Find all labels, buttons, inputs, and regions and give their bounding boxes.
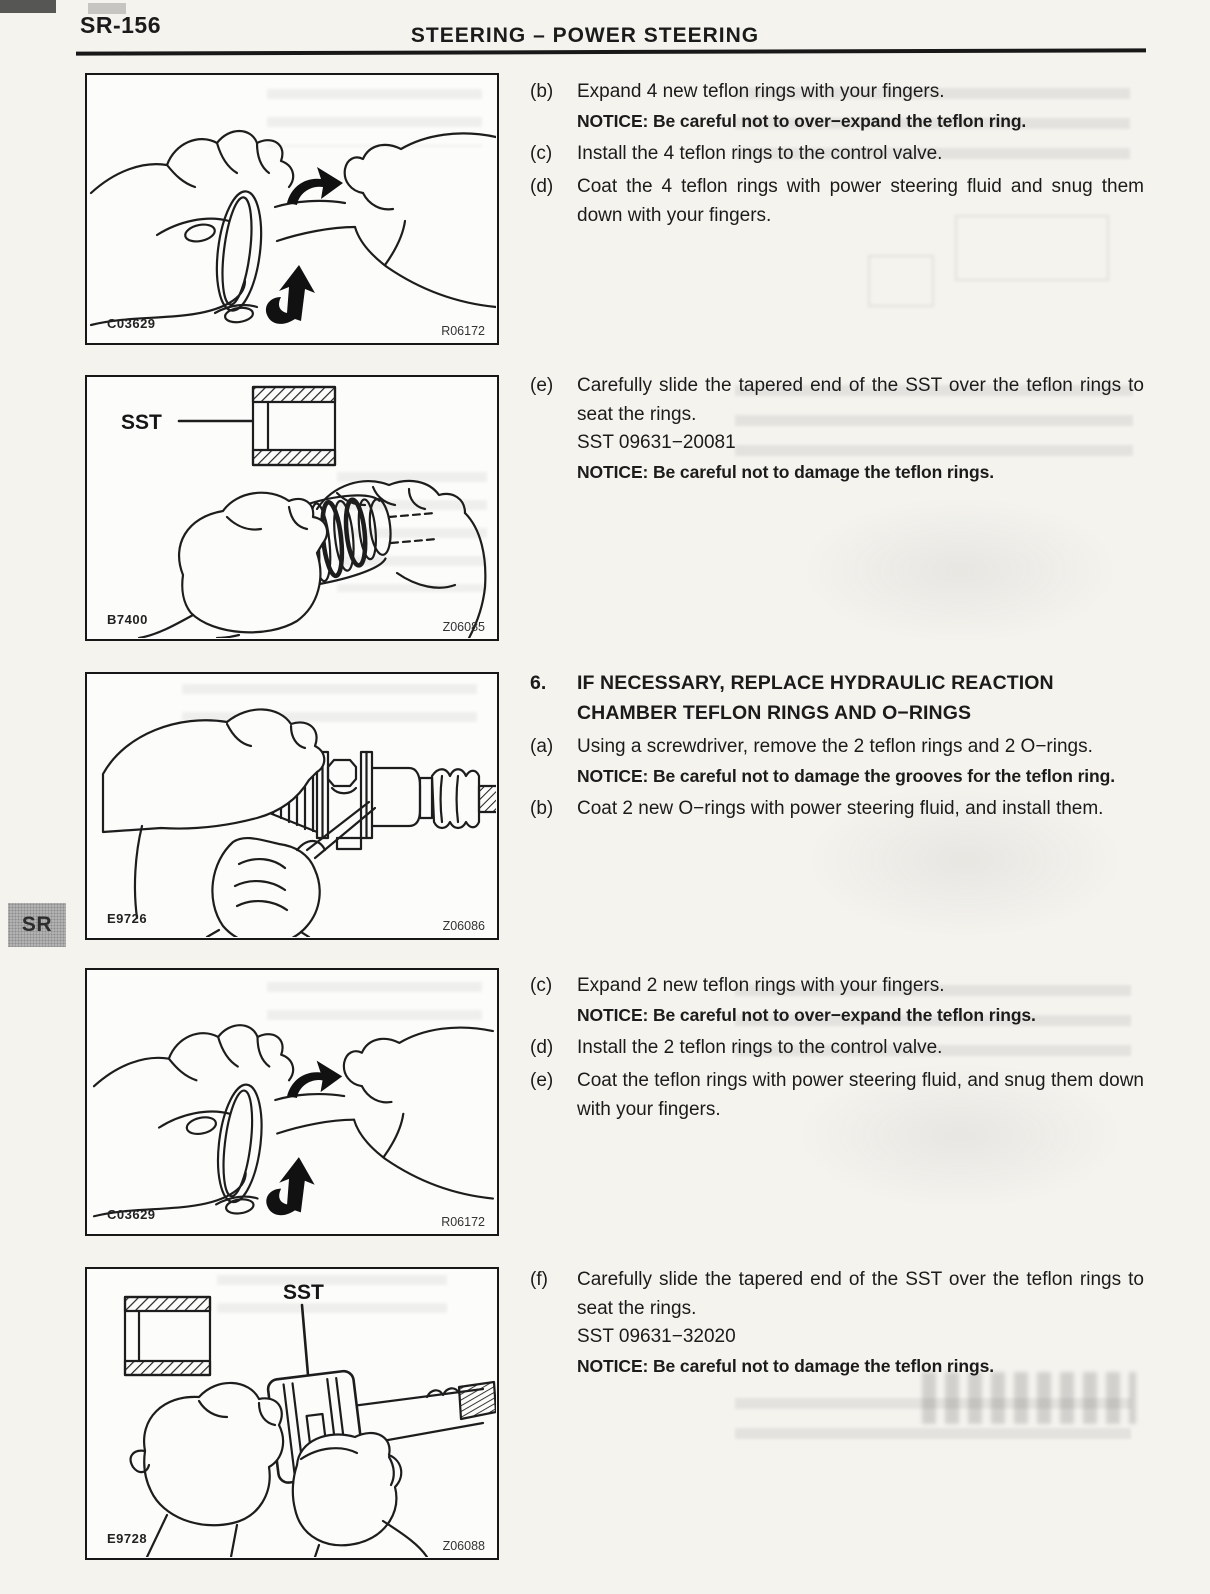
step-item [530, 972, 1144, 1029]
page-title: STEERING – POWER STEERING [410, 24, 760, 47]
step-item [530, 1266, 1144, 1380]
step-item [530, 733, 1144, 790]
step-item [530, 795, 1144, 824]
bleed-through-artifact [795, 495, 1125, 645]
section-title: IF NECESSARY, REPLACE HYDRAULIC REACTION CHAMBER TEFLON RINGS AND O−RINGS [577, 672, 1054, 724]
notice-text: NOTICE: Be careful not to over−expand the teflon rings. [577, 1004, 1036, 1025]
step-text: Install the 2 teflon rings to the control valve. [577, 1036, 943, 1058]
figure-code: R06172 [441, 324, 485, 338]
step-label: (a) [530, 736, 554, 757]
section-heading [530, 668, 1144, 728]
sst-label: SST [283, 1281, 324, 1304]
step-text: Coat 2 new O−rings with power steering fluid, and install them. [577, 797, 1104, 819]
step-text: Install the 4 teflon rings to the control valve. [577, 142, 943, 164]
step-item [530, 173, 1144, 230]
figure-sst-seat-rings [85, 375, 499, 641]
motion-arrow-icon [266, 1061, 342, 1216]
notice-text: NOTICE: Be careful not to damage the teflon rings. [577, 1355, 994, 1376]
motion-arrow-icon [266, 167, 343, 324]
step-text: Carefully slide the tapered end of the SST over the teflon rings to seat the rings. [577, 1269, 1144, 1319]
step-item [530, 1034, 1144, 1063]
step-text: Coat the 4 teflon rings with power steering fluid and snug them down with your fingers. [577, 176, 1144, 226]
instruction-block-5 [530, 1266, 1144, 1385]
scan-artifact [0, 0, 56, 13]
figure-sst-seat-rings-2 [85, 1267, 499, 1560]
sst-and-valve-drawing [87, 377, 496, 638]
step-label: (d) [530, 1036, 554, 1058]
step-label: (e) [530, 1070, 554, 1091]
bleed-through-artifact [868, 255, 934, 307]
figure-code: C03629 [107, 1207, 156, 1222]
notice-text: NOTICE: Be careful not to damage the grooves for the teflon ring. [577, 765, 1115, 786]
step-item [530, 78, 1144, 135]
step-label: (c) [530, 142, 553, 164]
sst-label: SST [121, 411, 162, 434]
figure-code: E9726 [107, 911, 148, 926]
bleed-through-artifact [735, 1398, 1131, 1456]
sst-number: SST 09631−20081 [577, 432, 736, 453]
step-item [530, 372, 1144, 486]
valve-and-screwdriver-drawing [87, 674, 496, 937]
step-label: (b) [530, 81, 554, 102]
figure-code: Z06088 [442, 1539, 485, 1553]
step-text: Expand 4 new teflon rings with your fingers. [577, 81, 945, 102]
step-text: Carefully slide the tapered end of the SST over the teflon rings to seat the rings. [577, 375, 1144, 425]
figure-code: Z06085 [442, 620, 485, 634]
section-number: 6. [530, 672, 547, 694]
figure-code: E9728 [107, 1531, 148, 1546]
hands-expanding-ring-drawing [87, 970, 496, 1233]
step-label: (e) [530, 375, 554, 396]
step-item [530, 1067, 1144, 1124]
sst-number: SST 09631−32020 [577, 1326, 736, 1347]
hands-expanding-ring-drawing [87, 75, 496, 342]
section-tab: SR [8, 903, 66, 947]
figure-code: B7400 [107, 612, 148, 627]
figure-expand-teflon-rings-1 [85, 73, 499, 345]
step-label: (d) [530, 176, 554, 197]
step-label: (f) [530, 1269, 548, 1290]
notice-text: NOTICE: Be careful not to over−expand the teflon ring. [577, 110, 1027, 131]
instruction-block-3 [530, 668, 1144, 828]
figure-expand-teflon-rings-2 [85, 968, 499, 1236]
instruction-block-1 [530, 78, 1144, 235]
header-rule [76, 48, 1146, 55]
figure-remove-rings-screwdriver [85, 672, 499, 940]
step-label: (b) [530, 797, 554, 819]
figure-code: R06172 [441, 1215, 485, 1229]
step-label: (c) [530, 975, 553, 996]
sst-slide-drawing [87, 1269, 496, 1557]
step-text: Using a screwdriver, remove the 2 teflon rings and 2 O−rings. [577, 736, 1093, 757]
page-number: SR-156 [80, 12, 161, 38]
step-item [530, 140, 1144, 169]
instruction-block-4 [530, 972, 1144, 1129]
figure-code: C03629 [107, 316, 156, 331]
step-text: Coat the teflon rings with power steering fluid, and snug them down with your fingers. [577, 1070, 1144, 1120]
step-text: Expand 2 new teflon rings with your fingers. [577, 975, 945, 996]
notice-text: NOTICE: Be careful not to damage the teflon rings. [577, 461, 994, 482]
figure-code: Z06086 [442, 919, 485, 933]
instruction-block-2 [530, 372, 1144, 491]
